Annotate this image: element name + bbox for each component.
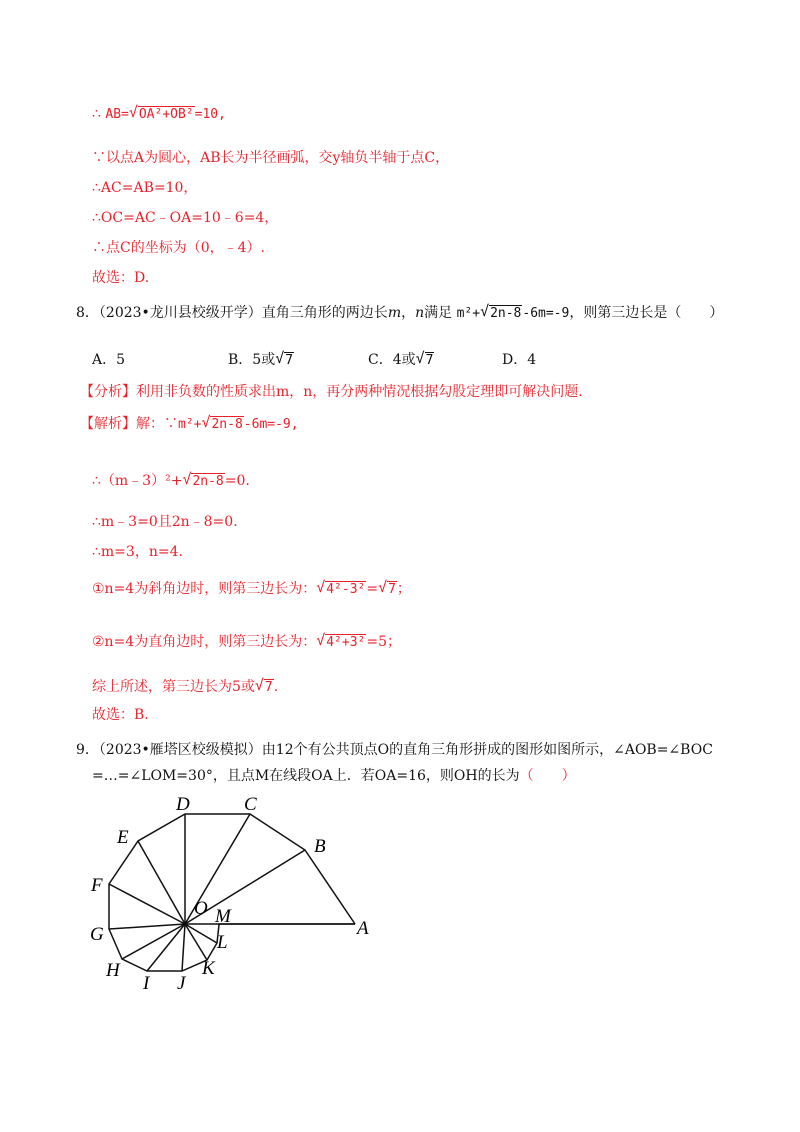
sol-cond-post: -6m=-9, [243,417,299,432]
q8-stem-a: 直角三角形的两边长 [261,305,388,321]
solution-intro: 解：∵ [136,416,178,432]
q8-answer: 故选：B. [92,707,149,723]
label-H: H [106,960,120,981]
summary-end: . [273,679,279,695]
ray-OL [185,924,217,943]
ray-OG [109,924,185,929]
q8-step-4: ∴m=3，n=4. [92,544,183,560]
sol-cond-pre: m²+ [178,417,202,432]
ab-label: AB= [105,107,129,122]
step2-sqrt: √ 2n-8 [182,470,224,489]
q9-number: 9． [76,742,99,758]
summary-sqrt: √ 7 [254,676,273,695]
ab-result: =10, [194,107,226,122]
q8-summary [92,677,278,698]
sol7-line-4: ∴OC=AC﹣OA=10﹣6=4， [92,210,279,226]
q8-condition-post: -6m=-9 [522,306,570,321]
q8-stem-b: 满足 [424,305,453,321]
label-J: J [177,973,186,994]
label-E: E [117,827,129,848]
case2-text: ②n=4为直角边时，则第三边长为： [92,634,317,650]
case2-end: =5； [366,634,401,650]
sol7-answer: 故选：D. [92,270,150,286]
label-M: M [215,906,231,927]
ray-OK [185,924,207,960]
ray-OH [122,924,185,959]
q8-step-2 [92,471,250,492]
analysis-label: 【分析】 [80,384,136,400]
label-A: A [357,918,369,939]
q8-condition-pre: m²+ [456,306,481,321]
label-O: O [194,898,208,919]
label-C: C [244,794,257,815]
var-m: m [387,305,402,321]
case1-eq: = [366,581,379,597]
label-D: D [176,794,190,815]
q8-source: （2023•龙川县校级开学） [98,305,262,321]
sol7-line-3: ∴AC=AB=10， [92,180,198,196]
label-B: B [314,836,326,857]
ray-OI [147,924,185,971]
q8-option-d: D．4 [502,352,537,368]
q9-line-2 [92,766,576,786]
option-b-sqrt: √ 7 [275,349,294,368]
sep: ， [401,305,416,321]
label-F: F [91,875,103,896]
q8-case-1 [92,579,411,600]
ray-OJ [182,924,185,971]
q8-stem-c: ，则第三边长是（ ） [569,305,724,321]
q8-option-a: A．5 [92,352,126,368]
q8-option-b [228,350,294,371]
q9-line-1 [76,740,713,760]
solution-label: 【解析】 [80,416,136,432]
case2-sqrt: √ 4²+3² [316,631,366,650]
case1-sqrt: √ 4²-3² [316,578,366,597]
sol7-line-1 [92,104,226,125]
sol7-line-5: ∴点C的坐标为（0，﹣4）. [92,240,265,256]
option-c-sqrt: √ 7 [415,349,434,368]
analysis-text: 利用非负数的性质求出m，n，再分两种情况根据勾股定理即可解决问题. [136,384,583,400]
therefore-symbol: ∴ [92,106,101,122]
spiral-triangles-figure [78,788,388,998]
case1-sqrt7: √ 7 [378,578,396,597]
q8-stem [76,303,723,324]
label-G: G [90,924,104,945]
summary-text: 综上所述，第三边长为5或 [92,679,255,695]
sol-cond-sqrt: √ 2n-8 [201,413,243,432]
q9-answer-paren: （ ） [519,768,576,784]
var-n: n [415,305,425,321]
step2-post: =0. [224,473,250,489]
q9-stem-1: （2023•雁塔区校级模拟）由12个有公共顶点O的直角三角形拼成的图形如图所示，∠AOB=∠BOC [98,742,713,758]
q9-stem-2: =…=∠LOM=30°，且点M在线段OA上．若OA=16，则OH的长为 [92,768,520,784]
q8-solution-intro [80,414,299,435]
label-L: L [217,932,228,953]
q8-number: 8． [76,305,99,321]
q8-condition-sqrt: √ 2n-8 [480,302,522,321]
case1-text: ①n=4为斜角边时，则第三边长为： [92,581,317,597]
q8-step-3: ∴m﹣3=0且2n﹣8=0. [92,514,238,530]
option-c-text: C．4或 [368,352,416,368]
q8-analysis [80,382,583,402]
label-K: K [202,958,215,979]
case1-end: ； [396,581,411,597]
sqrt-oa-ob: √ OA²+OB² [128,103,194,122]
sol7-line-2: ∵以点A为圆心，AB长为半径画弧，交y轴负半轴于点C， [92,150,450,166]
q8-option-c [368,350,434,371]
option-b-text: B．5或 [228,352,276,368]
q8-case-2 [92,632,401,653]
step2-pre: ∴（m﹣3）²+ [92,473,183,489]
label-I: I [143,973,150,994]
